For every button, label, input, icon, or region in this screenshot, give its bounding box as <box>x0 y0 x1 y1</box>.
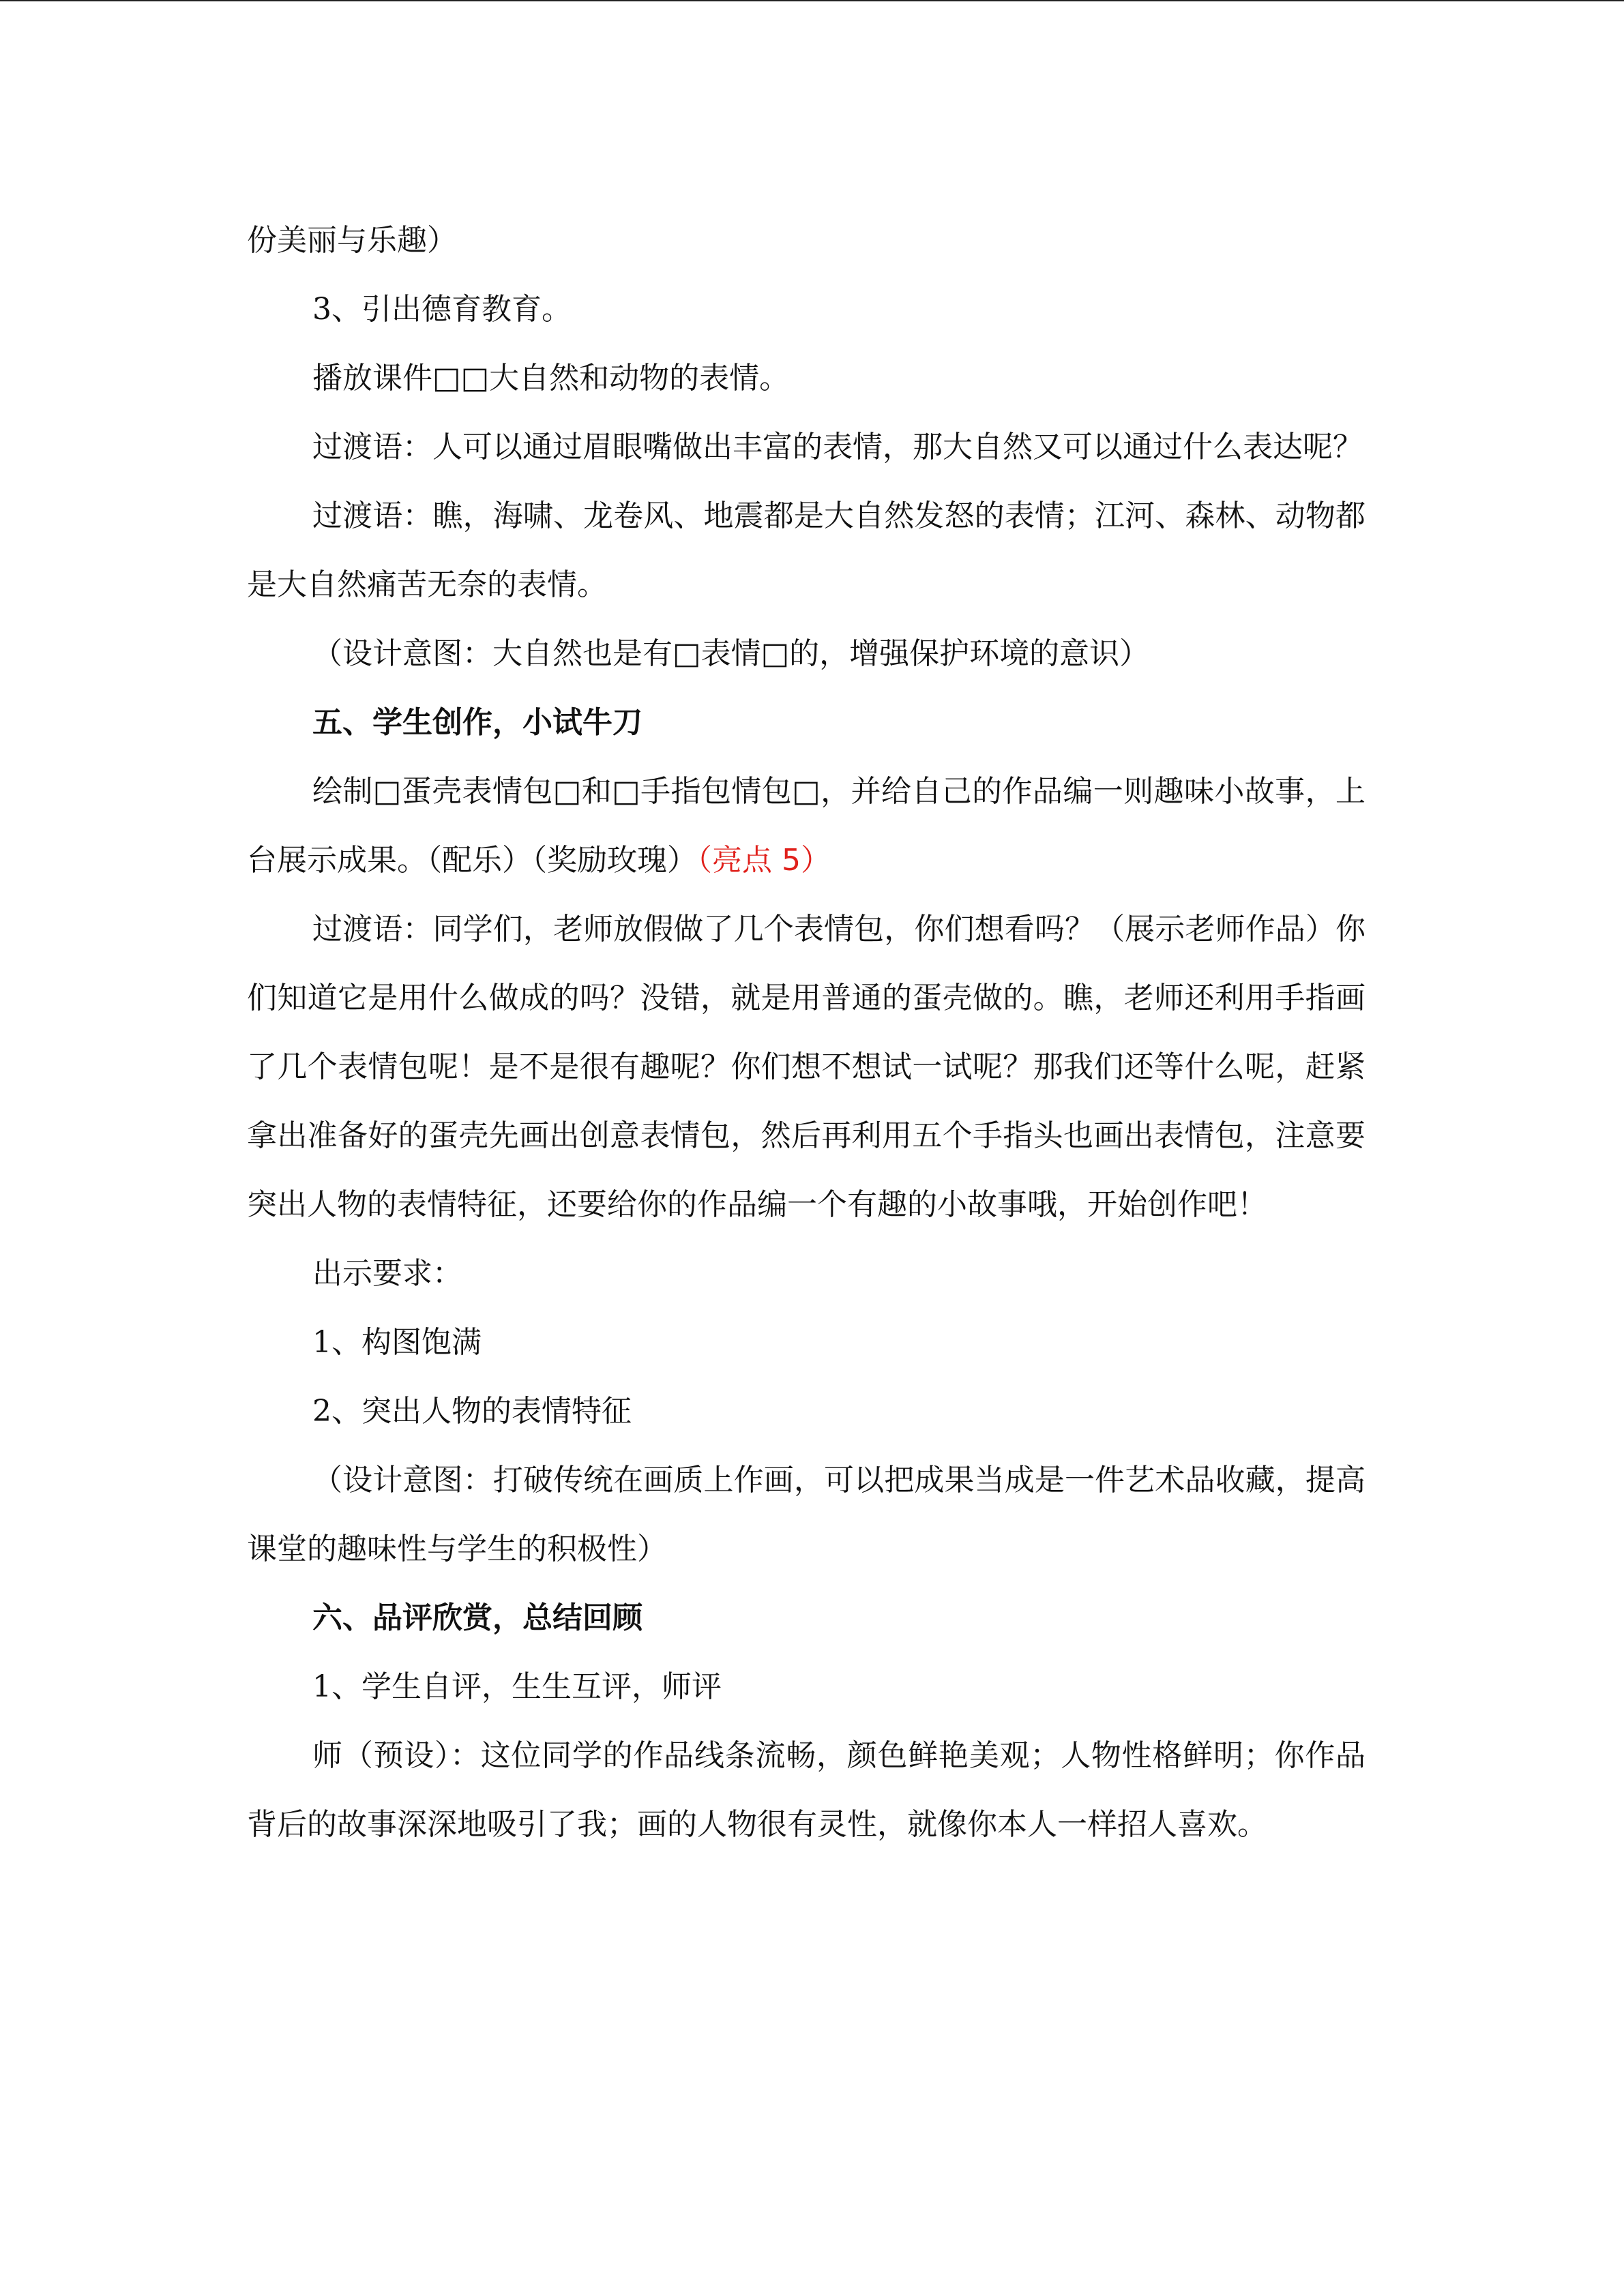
paragraph-drawing-task <box>247 757 1365 895</box>
paragraph-transition-2: 过渡语：瞧，海啸、龙卷风、地震都是大自然发怒的表情；江河、森林、动物都是大自然痛苦无奈的表情。 <box>247 498 1365 602</box>
requirement-item-2: 2、突出人物的表情特征 <box>312 1394 632 1429</box>
paragraph-design-intent-1: （设计意图：大自然也是有□表情□的，增强保护环境的意识） <box>312 636 1150 671</box>
section-heading-5: 五、学生创作，小试牛刀 <box>312 705 643 740</box>
requirement-item-1: 1、构图饱满 <box>312 1325 482 1360</box>
paragraph-play-courseware: 播放课件□□大自然和动物的表情。 <box>312 361 790 396</box>
paragraph-continuation: 份美丽与乐趣） <box>247 223 457 258</box>
section-heading-6: 六、品评欣赏，总结回顾 <box>312 1600 643 1635</box>
highlight-label: （亮点 5） <box>697 843 831 878</box>
drawing-task-text: 绘制□蛋壳表情包□和□手指包情包□，并给自己的作品编一则趣味小故事，上台展示成果。（配乐）（奖励玫瑰） <box>247 774 1365 878</box>
paragraph-transition-3: 过渡语：同学们，老师放假做了几个表情包，你们想看吗？（展示老师作品）你们知道它是用什么做成的吗？没错，就是用普通的蛋壳做的。瞧，老师还利用手指画了几个表情包呢！是不是很有趣呢？你们想不想试一试呢？那我们还等什么呢，赶紧拿出准备好的蛋壳先画出创意表情包，然后再利用五个手指头也画出表情包，注意要突出人物的表情特征，还要给你的作品编一个有趣的小故事哦，开始创作吧！ <box>247 912 1365 1222</box>
paragraph-transition-1: 过渡语：人可以通过眉眼嘴做出丰富的表情，那大自然又可以通过什么表达呢？ <box>312 430 1363 464</box>
paragraph-moral-education: 3、引出德育教育。 <box>312 292 572 327</box>
paragraph-teacher-comment: 师（预设）：这位同学的作品线条流畅，颜色鲜艳美观；人物性格鲜明；你作品背后的故事深深地吸引了我；画的人物很有灵性，就像你本人一样招人喜欢。 <box>247 1738 1365 1842</box>
document-body <box>247 206 1365 1859</box>
paragraph-requirements-title: 出示要求： <box>312 1256 462 1291</box>
paragraph-design-intent-2: （设计意图：打破传统在画质上作画，可以把成果当成是一件艺术品收藏，提高课堂的趣味性与学生的积极性） <box>247 1463 1365 1566</box>
paragraph-evaluation: 1、学生自评，生生互评，师评 <box>312 1669 722 1704</box>
